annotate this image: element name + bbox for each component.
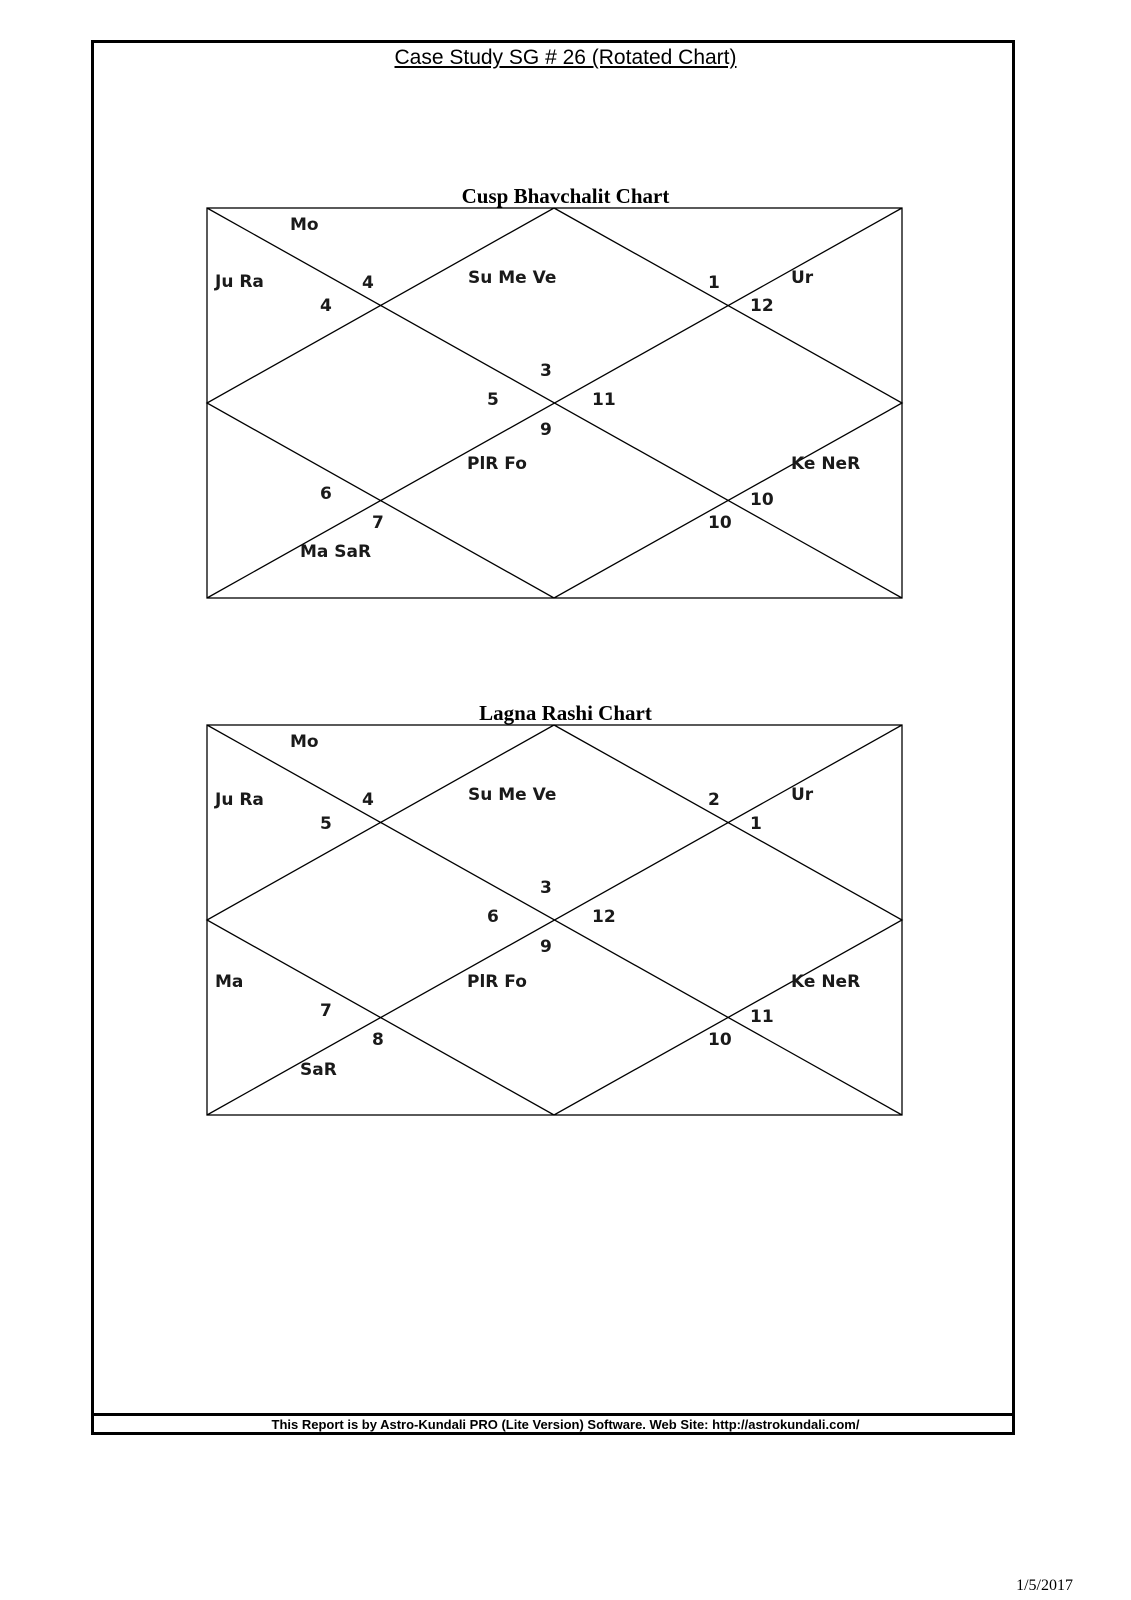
planet-label: Su Me Ve xyxy=(468,785,557,805)
house-number: 7 xyxy=(372,513,384,533)
house-number: 9 xyxy=(540,420,552,440)
house-number: 2 xyxy=(708,790,720,810)
planet-label: Mo xyxy=(290,732,319,752)
planet-label: PlR Fo xyxy=(467,454,527,474)
house-number: 11 xyxy=(592,390,616,410)
planet-label: SaR xyxy=(300,1060,337,1080)
house-number: 1 xyxy=(750,814,762,834)
house-number: 10 xyxy=(708,513,732,533)
planet-label: Ju Ra xyxy=(215,272,264,292)
house-number: 11 xyxy=(750,1007,774,1027)
planet-label: Ke NeR xyxy=(791,454,861,474)
planet-label: Su Me Ve xyxy=(468,268,557,288)
footer-divider xyxy=(91,1413,1015,1416)
planet-label: PlR Fo xyxy=(467,972,527,992)
planet-label: Ma xyxy=(215,972,244,992)
house-number: 5 xyxy=(320,814,332,834)
planet-label: Ur xyxy=(791,268,814,288)
report-title: Case Study SG # 26 (Rotated Chart) xyxy=(394,46,737,69)
planet-label: Ke NeR xyxy=(791,972,861,992)
house-number: 1 xyxy=(708,273,720,293)
chart-title-rashi: Lagna Rashi Chart xyxy=(479,701,652,725)
house-number: 9 xyxy=(540,937,552,957)
house-number: 4 xyxy=(362,273,374,293)
house-number: 6 xyxy=(487,907,499,927)
planet-label: Ju Ra xyxy=(215,790,264,810)
house-number: 5 xyxy=(487,390,499,410)
rashi-chart xyxy=(0,722,1131,1117)
house-number: 3 xyxy=(540,361,552,381)
house-number: 12 xyxy=(592,907,616,927)
house-number: 4 xyxy=(320,296,332,316)
house-number: 7 xyxy=(320,1001,332,1021)
house-number: 3 xyxy=(540,878,552,898)
planet-label: Ma SaR xyxy=(300,542,372,562)
print-date: 1/5/2017 xyxy=(1016,1577,1073,1594)
footer-credit: This Report is by Astro-Kundali PRO (Lite Version) Software. Web Site: http://astrokundali.com/ xyxy=(271,1417,860,1432)
planet-label: Mo xyxy=(290,215,319,235)
planet-label: Ur xyxy=(791,785,814,805)
bhavchalit-chart xyxy=(0,205,1131,600)
house-number: 10 xyxy=(708,1030,732,1050)
house-number: 6 xyxy=(320,484,332,504)
house-number: 4 xyxy=(362,790,374,810)
chart-title-bhavchalit: Cusp Bhavchalit Chart xyxy=(461,184,670,208)
house-number: 10 xyxy=(750,490,774,510)
house-number: 12 xyxy=(750,296,774,316)
house-number: 8 xyxy=(372,1030,384,1050)
